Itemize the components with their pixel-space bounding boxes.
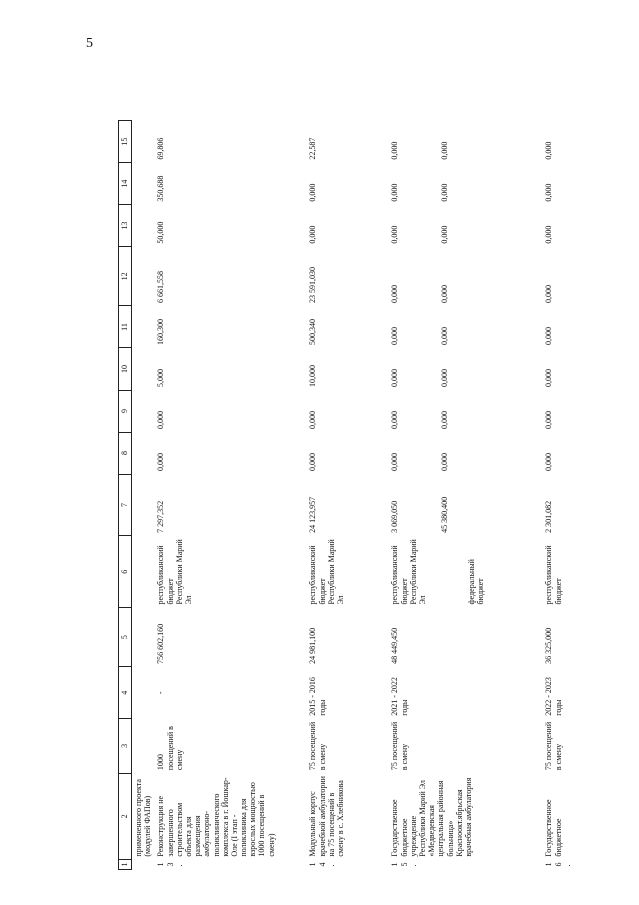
col-number: 11	[119, 306, 132, 348]
value-col15: 22,587	[308, 137, 318, 160]
carryover-text: примененного проекта (модулей ФАПов)	[134, 779, 153, 857]
table-row	[154, 121, 306, 870]
value-col8: 0,000	[308, 453, 318, 472]
value-col8-cell	[388, 432, 542, 474]
value-col9: 0,000	[544, 411, 554, 430]
capacity: 1000 посещений в смену	[156, 726, 184, 771]
col-number: 12	[119, 247, 132, 306]
col-number: 3	[119, 719, 132, 773]
value-col15: 0,000	[439, 141, 449, 160]
value-col11: 160,300	[156, 319, 166, 345]
value-col15: 0,000	[544, 141, 554, 160]
row-number: 15.	[390, 862, 418, 867]
value-col8: 0,000	[439, 453, 449, 472]
col-number: 5	[119, 608, 132, 667]
value-col11: 0,000	[544, 327, 554, 345]
value-col9: 0,000	[439, 411, 449, 430]
value-col11: 500,340	[308, 319, 318, 345]
value-col15: 0,000	[390, 141, 400, 160]
total-cost: 24 981,100	[308, 627, 318, 664]
value-col13: 50,000	[156, 221, 166, 244]
object-name: Реконструкция не завершенного строительством объекта для размещения амбулаторно-поликлинического комплекса в г. Йошкар-Оле (I этап - поликлиника для взрослых мощностью 1000 посещений в смену)	[156, 777, 276, 857]
value-col12: 23 591,030	[308, 266, 318, 303]
period: -	[156, 691, 166, 695]
table-row	[542, 121, 616, 870]
value-col10: 0,000	[390, 369, 400, 388]
funding-source: федеральный бюджет	[467, 559, 486, 605]
value-col11: 0,000	[439, 327, 449, 345]
value-col14-cell	[388, 163, 542, 205]
value-col15-cell	[388, 121, 542, 163]
period: 2015 - 2016 годы	[308, 677, 327, 716]
page-number: 5	[86, 36, 93, 51]
value-col10: 0,000	[544, 369, 554, 388]
value-col14: 0,000	[308, 183, 318, 202]
col-number: 8	[119, 432, 132, 474]
value-col8: 0,000	[156, 453, 166, 472]
col-number: 15	[119, 121, 132, 163]
total-cost: 36 325,000	[544, 627, 554, 664]
value-col13-cell	[388, 205, 542, 247]
value-col10: 10,000	[308, 365, 318, 388]
col-number: 1	[119, 860, 132, 870]
funding-source: республиканский бюджет	[544, 545, 563, 605]
col-number: 6	[119, 536, 132, 608]
rotated-table-container	[118, 120, 638, 870]
value-col14: 0,000	[544, 183, 554, 202]
value-col12: 0,000	[544, 284, 554, 303]
funding-source-cell	[388, 536, 542, 608]
table-row	[306, 121, 388, 870]
value-col11-cell	[388, 306, 542, 348]
value-col14: 0,000	[390, 183, 400, 202]
value-col11: 0,000	[390, 327, 400, 345]
value-col8: 0,000	[390, 453, 400, 472]
col-number: 2	[119, 773, 132, 860]
value-col14: 350,688	[156, 175, 166, 202]
row-number: 16.	[544, 862, 572, 867]
value-col14: 0,000	[439, 183, 449, 202]
value-col13: 0,000	[544, 225, 554, 244]
value-col10: 0,000	[439, 369, 449, 388]
total-cost: 48 449,450	[390, 627, 400, 664]
period: 2022 - 2023 годы	[544, 677, 563, 716]
value-col9: 0,000	[308, 411, 318, 430]
value-col15: 69,806	[156, 137, 166, 160]
value-col8: 0,000	[544, 453, 554, 472]
value-col7-cell	[388, 474, 542, 536]
object-name: Государственное бюджетное учреждение Республики Марий Эл «Медведевская центральная районная больница» Красноокт.ябрьская врачебная амбулатория	[390, 777, 473, 857]
value-col12: 0,000	[439, 284, 449, 303]
col-number: 10	[119, 348, 132, 390]
value-col12: 6 661,558	[156, 270, 166, 303]
carryover-row	[132, 121, 155, 870]
row-number: 14.	[308, 862, 336, 867]
object-name: Государственное бюджетное	[544, 799, 563, 857]
table-row	[388, 121, 542, 870]
col-number: 4	[119, 667, 132, 719]
value-col9: 0,000	[390, 411, 400, 430]
funding-source: республиканский бюджет Республики Марий Эл	[156, 539, 193, 605]
value-col13: 0,000	[390, 225, 400, 244]
period: 2021 - 2022 годы	[390, 677, 409, 716]
value-col10: 5,000	[156, 369, 166, 388]
column-number-header	[119, 121, 132, 870]
value-col12-cell	[388, 247, 542, 306]
value-col9: 0,000	[156, 411, 166, 430]
col-number: 7	[119, 474, 132, 536]
value-col7: 2 301,082	[544, 500, 554, 533]
value-col10-cell	[388, 348, 542, 390]
capacity: 75 посещений в смену	[308, 721, 327, 771]
value-col13: 0,000	[308, 225, 318, 244]
value-col12: 0,000	[390, 284, 400, 303]
value-col7: 45 380,400	[439, 496, 449, 533]
capacity: 75 посещений в смену	[544, 721, 563, 771]
col-number: 14	[119, 163, 132, 205]
capacity: 75 посещений в смену	[390, 721, 409, 771]
funding-source: республиканский бюджет Республики Марий Эл	[390, 539, 427, 605]
value-col9-cell	[388, 390, 542, 432]
col-number: 13	[119, 205, 132, 247]
object-name: Модульный корпус врачебной амбулатории на 75 посещений в смену в с. Хлебникова	[308, 776, 345, 857]
program-table	[118, 120, 616, 870]
funding-source: республиканский бюджет Республики Марий Эл	[308, 539, 345, 605]
value-col7: 24 123,957	[308, 496, 318, 533]
value-col7: 7 297,352	[156, 500, 166, 533]
value-col7: 3 069,050	[390, 500, 400, 533]
total-cost: 756 602,160	[156, 623, 166, 664]
value-col13: 0,000	[439, 225, 449, 244]
row-number: 13.	[156, 862, 184, 867]
col-number: 9	[119, 390, 132, 432]
